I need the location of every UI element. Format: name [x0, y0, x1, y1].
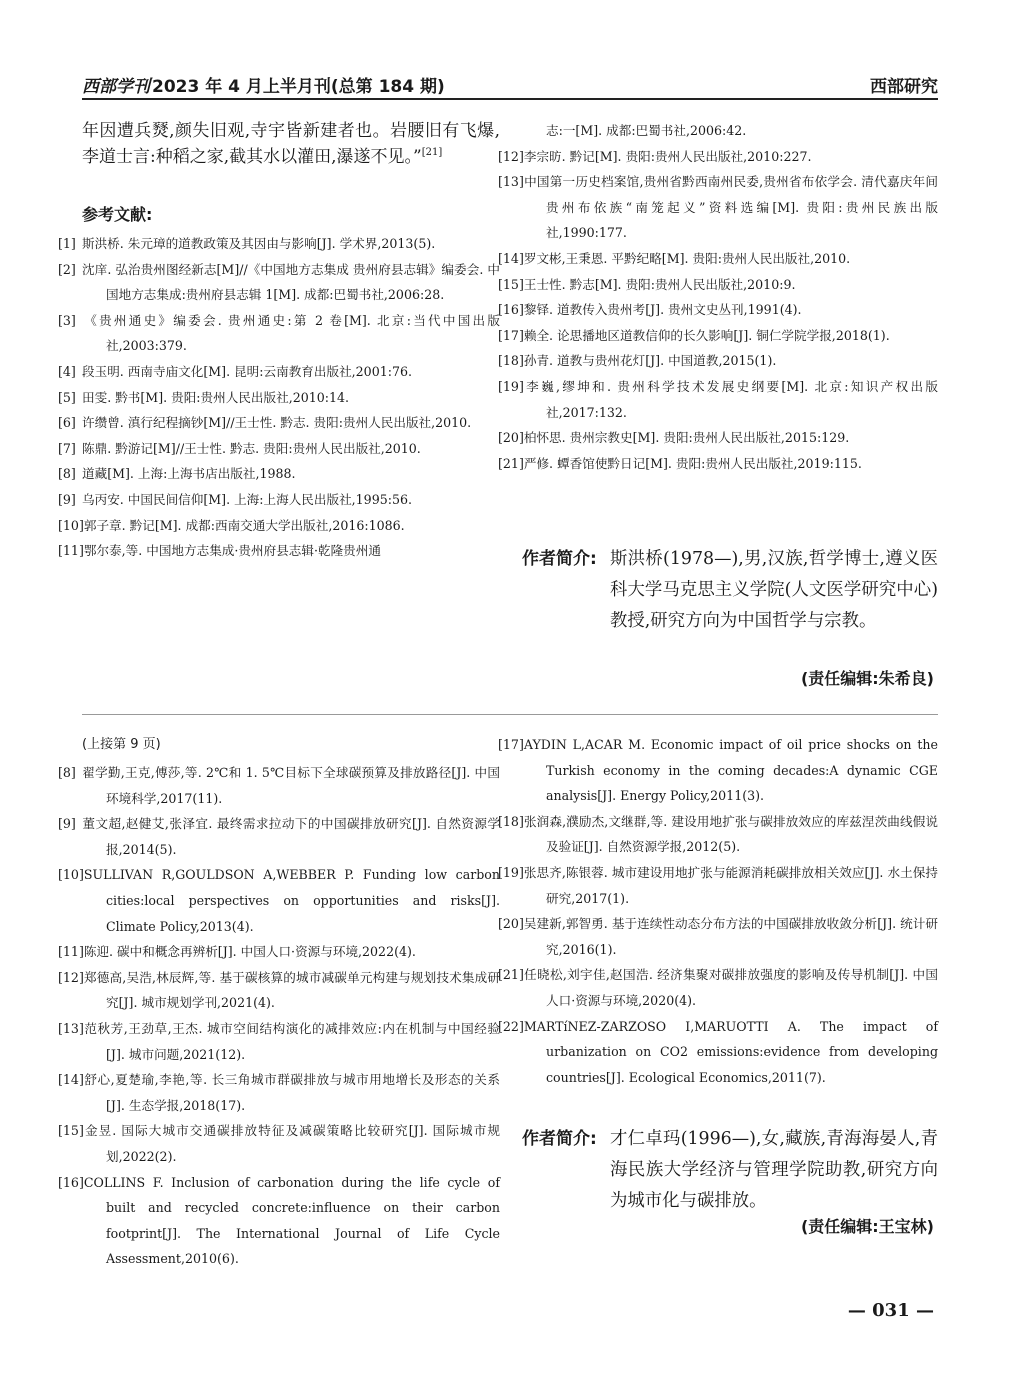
reference-text: 吴建新,郭智勇. 基于连续性动态分布方法的中国碳排放收敛分析[J]. 统计研究,2016(1). [523, 916, 938, 957]
reference-item [58, 939, 500, 965]
body-paragraph-text: 年因遭兵燹,颜失旧观,寺宇皆新建者也。岩腰旧有飞爆,李道士言:种稻之家,截其水以灌田,瀑遂不见。” [82, 121, 500, 167]
reference-number: [21] [498, 967, 524, 983]
reference-text: 乌丙安. 中国民间信仰[M]. 上海:上海人民出版社,1995:56. [82, 491, 412, 507]
reference-item: [5] 田雯. 黔书[M]. 贵阳:贵州人民出版社,2010:14. [58, 389, 350, 405]
reference-number: [16] [498, 302, 524, 318]
reference-list [58, 760, 500, 1272]
body-paragraph [82, 118, 500, 170]
reference-item: [6] 许缵曾. 滇行纪程摘钞[M]//王士性. 黔志. 贵阳:贵州人民出版社,2010. [58, 415, 472, 431]
reference-item [498, 374, 938, 425]
reference-text: 道藏[M]. 上海:上海书店出版社,1988. [82, 466, 296, 482]
reference-text: 段玉明. 西南寺庙文化[M]. 昆明:云南教育出版社,2001:76. [82, 363, 412, 379]
reference-item: [2] 沈庠. 弘治贵州图经新志[M]//《中国地方志集成 贵州府县志辑》编委会. 中国地方志集成:贵州府县志辑 1[M]. 成都:巴蜀书社,2006:28. [58, 261, 500, 303]
reference-text: AYDIN L,ACAR M. Economic impact of oil price shocks on the Turkish economy in the coming decades:A dynamic CGE analysis[J]. Energy Policy,2011(3). [523, 737, 938, 804]
reference-text: 罗文彬,王秉恩. 平黔纪略[M]. 贵阳:贵州人民出版社,2010. [523, 250, 851, 266]
reference-text: 郑德高,吴浩,林辰辉,等. 基于碳核算的城市减碳单元构建与规划技术集成研究[J]. 城市规划学刊,2021(4). [83, 969, 500, 1011]
reference-number: [19] [498, 864, 524, 880]
reference-text: 田雯. 黔书[M]. 贵阳:贵州人民出版社,2010:14. [82, 389, 350, 405]
reference-text: 严修. 蟫香馆使黔日记[M]. 贵阳:贵州人民出版社,2019:115. [523, 455, 862, 471]
reference-item [58, 1067, 500, 1118]
reference-number: [22] [498, 1018, 524, 1034]
reference-number: [10] [58, 517, 84, 533]
reference-item [498, 732, 938, 809]
reference-number: [16] [58, 1174, 84, 1190]
article-divider [82, 714, 938, 715]
reference-number: [20] [498, 430, 524, 446]
reference-list [498, 732, 938, 1090]
reference-number: [12] [498, 148, 524, 164]
reference-list [58, 231, 500, 564]
reference-item [498, 809, 938, 860]
continued-from-note: (上接第 9 页) [82, 737, 161, 752]
journal-logo: 西部学刊 [82, 77, 150, 97]
reference-item [498, 297, 938, 323]
reference-item [58, 965, 500, 1016]
journal-issue-line [82, 72, 445, 97]
reference-item [58, 538, 500, 564]
reference-item [498, 144, 938, 170]
issue-info: 2023 年 4 月上半月刊(总第 184 期) [152, 77, 445, 97]
citation-superscript: [21] [421, 147, 443, 158]
reference-number: [13] [498, 174, 524, 190]
reference-number: [11] [58, 944, 84, 960]
reference-number: [15] [58, 1123, 84, 1139]
reference-text: SULLIVAN R,GOULDSON A,WEBBER P. Funding low carbon cities:local perspectives on opportunities and risks[J]. Climate Policy,2013(4). [83, 867, 500, 934]
reference-text: 金昱. 国际大城市交通碳排放特征及减碳策略比较研究[J]. 国际城市规划,2022(2). [83, 1123, 500, 1164]
reference-item [498, 860, 938, 911]
reference-item: [7] 陈鼎. 黔游记[M]//王士性. 黔志. 贵阳:贵州人民出版社,2010. [58, 440, 421, 456]
reference-item [498, 169, 938, 246]
reference-item [58, 862, 500, 939]
running-header [82, 72, 938, 100]
reference-number: [21] [498, 455, 524, 471]
reference-text: 舒心,夏楚瑜,李艳,等. 长三角城市群碳排放与城市用地增长及形态的关系[J]. 生态学报,2018(17). [83, 1072, 500, 1113]
reference-text: 斯洪桥. 朱元璋的道教政策及其因由与影响[J]. 学术界,2013(5). [82, 236, 436, 251]
reference-text: 张润森,濮励杰,文继群,等. 建设用地扩张与碳排放效应的库兹涅茨曲线假说及验证[J]. 自然资源学报,2012(5). [523, 813, 938, 855]
reference-item [498, 425, 938, 451]
reference-item [498, 323, 938, 349]
reference-text: 志:一[M]. 成都:巴蜀书社,2006:42. [546, 123, 747, 138]
reference-item [498, 1014, 938, 1091]
reference-text: 中国第一历史档案馆,贵州省黔西南州民委,贵州省布依学会. 清代嘉庆年间贵州布依族“南笼起义”资料选编[M]. 贵阳:贵州民族出版社,1990:177. [523, 174, 938, 241]
reference-text: 沈庠. 弘治贵州图经新志[M]//《中国地方志集成 贵州府县志辑》编委会. 中国地方志集成:贵州府县志辑 1[M]. 成都:巴蜀书社,2006:28. [82, 261, 500, 303]
bottom-left-column [58, 732, 500, 1272]
reference-number: [14] [498, 250, 524, 266]
reference-text: 翟学勤,王克,傅莎,等. 2℃和 1. 5℃目标下全球碳预算及排放路径[J]. 中国环境科学,2017(11). [82, 765, 500, 806]
reference-number: [14] [58, 1072, 84, 1088]
reference-text: 董文超,赵健艾,张泽宜. 最终需求拉动下的中国碳排放研究[J]. 自然资源学报,2014(5). [82, 816, 500, 857]
reference-text: 陈鼎. 黔游记[M]//王士性. 黔志. 贵阳:贵州人民出版社,2010. [82, 440, 421, 456]
reference-number: [11] [58, 543, 84, 559]
reference-text: 李巍,缪坤和. 贵州科学技术发展史纲要[M]. 北京:知识产权出版社,2017:132. [523, 378, 938, 420]
reference-item [58, 1016, 500, 1067]
reference-text: 黎铎. 道教传入贵州考[J]. 贵州文史丛刊,1991(4). [523, 302, 802, 318]
responsible-editor: (责任编辑:王宝林) [800, 1217, 934, 1236]
reference-text: 鄂尔泰,等. 中国地方志集成·贵州府县志辑·乾隆贵州通 [83, 543, 381, 559]
author-bio-label: 作者简介: [522, 1129, 597, 1149]
reference-text: COLLINS F. Inclusion of carbonation during the life cycle of built and recycled concrete:influence on their carbon footprint[J]. The International Journal of Life Cycle Assessment,2010(6). [83, 1174, 500, 1267]
reference-text: 许缵曾. 滇行纪程摘钞[M]//王士性. 黔志. 贵阳:贵州人民出版社,2010. [82, 415, 472, 431]
reference-item [498, 348, 938, 374]
top-left-column [58, 118, 500, 564]
responsible-editor: (责任编辑:朱希良) [800, 669, 934, 688]
author-bio-text: 才仁卓玛(1996—),女,藏族,青海海晏人,青海民族大学经济与管理学院助教,研究方向为城市化与碳排放。 [610, 1129, 938, 1211]
author-bio-text: 斯洪桥(1978—),男,汉族,哲学博士,遵义医科大学马克思主义学院(人文医学研究中心)教授,研究方向为中国哲学与宗教。 [610, 549, 938, 631]
reference-list [498, 118, 938, 476]
header-rule [82, 98, 938, 100]
reference-number: [12] [58, 969, 84, 985]
reference-text: MARTíNEZ-ZARZOSO I,MARUOTTI A. The impact of urbanization on CO2 emissions:evidence from developing countries[J]. Ecological Economics,2011(7). [523, 1018, 938, 1085]
reference-item [498, 911, 938, 962]
reference-item: [8] 翟学勤,王克,傅莎,等. 2℃和 1. 5℃目标下全球碳预算及排放路径[J]. 中国环境科学,2017(11). [58, 765, 500, 806]
reference-text: 孙青. 道教与贵州花灯[J]. 中国道教,2015(1). [523, 353, 777, 369]
reference-number: [17] [498, 327, 524, 343]
reference-number: [10] [58, 867, 84, 883]
reference-number: [18] [498, 353, 524, 369]
reference-text: 柏怀思. 贵州宗教史[M]. 贵阳:贵州人民出版社,2015:129. [523, 430, 850, 446]
reference-text: 李宗昉. 黔记[M]. 贵阳:贵州人民出版社,2010:227. [523, 148, 812, 164]
reference-text: 任晓松,刘宇佳,赵国浩. 经济集聚对碳排放强度的影响及传导机制[J]. 中国人口·资源与环境,2020(4). [523, 967, 938, 1008]
reference-text: 范秋芳,王劲草,王杰. 城市空间结构演化的减排效应:内在机制与中国经验[J]. 城市问题,2021(12). [83, 1020, 500, 1062]
reference-number: [15] [498, 276, 524, 292]
reference-text: 张思齐,陈银蓉. 城市建设用地扩张与能源消耗碳排放相关效应[J]. 水土保持研究,2017(1). [523, 864, 938, 906]
reference-text: 《贵州通史》编委会. 贵州通史:第 2 卷[M]. 北京:当代中国出版社,2003:379. [82, 312, 500, 354]
reference-item: [9] 董文超,赵健艾,张泽宜. 最终需求拉动下的中国碳排放研究[J]. 自然资源学报,2014(5). [58, 816, 500, 857]
author-bio [522, 544, 938, 664]
reference-number: [17] [498, 737, 524, 752]
reference-item [498, 962, 938, 1013]
reference-text: 陈迎. 碳中和概念再辨析[J]. 中国人口·资源与环境,2022(4). [83, 944, 416, 960]
reference-item [498, 272, 938, 298]
reference-number: [20] [498, 916, 524, 932]
reference-item: [8] 道藏[M]. 上海:上海书店出版社,1988. [58, 466, 296, 482]
reference-item [522, 118, 938, 144]
reference-item: [4] 段玉明. 西南寺庙文化[M]. 昆明:云南教育出版社,2001:76. [58, 363, 412, 379]
author-bio-label: 作者简介: [522, 549, 597, 569]
author-bio [522, 1124, 938, 1224]
top-right-column [498, 118, 938, 476]
reference-text: 赖全. 论思播地区道教信仰的长久影响[J]. 铜仁学院学报,2018(1). [523, 327, 890, 343]
reference-text: 郭子章. 黔记[M]. 成都:西南交通大学出版社,2016:1086. [83, 517, 405, 533]
reference-item [58, 1170, 500, 1272]
reference-item: [9] 乌丙安. 中国民间信仰[M]. 上海:上海人民出版社,1995:56. [58, 491, 412, 507]
reference-item: [1] 斯洪桥. 朱元璋的道教政策及其因由与影响[J]. 学术界,2013(5). [58, 236, 436, 251]
section-name: 西部研究 [870, 77, 938, 97]
reference-number: [19] [498, 378, 524, 394]
reference-number: [13] [58, 1020, 84, 1036]
reference-item [58, 513, 500, 539]
reference-item: [3] 《贵州通史》编委会. 贵州通史:第 2 卷[M]. 北京:当代中国出版社,2003:379. [58, 312, 500, 354]
reference-text: 王士性. 黔志[M]. 贵阳:贵州人民出版社,2010:9. [523, 276, 796, 292]
bottom-right-column [498, 732, 938, 1090]
page-number: — 031 — [847, 1300, 934, 1321]
reference-item [498, 451, 938, 477]
references-title: 参考文献: [82, 205, 153, 224]
reference-item [498, 246, 938, 272]
reference-number: [18] [498, 813, 524, 829]
reference-item [58, 1118, 500, 1169]
